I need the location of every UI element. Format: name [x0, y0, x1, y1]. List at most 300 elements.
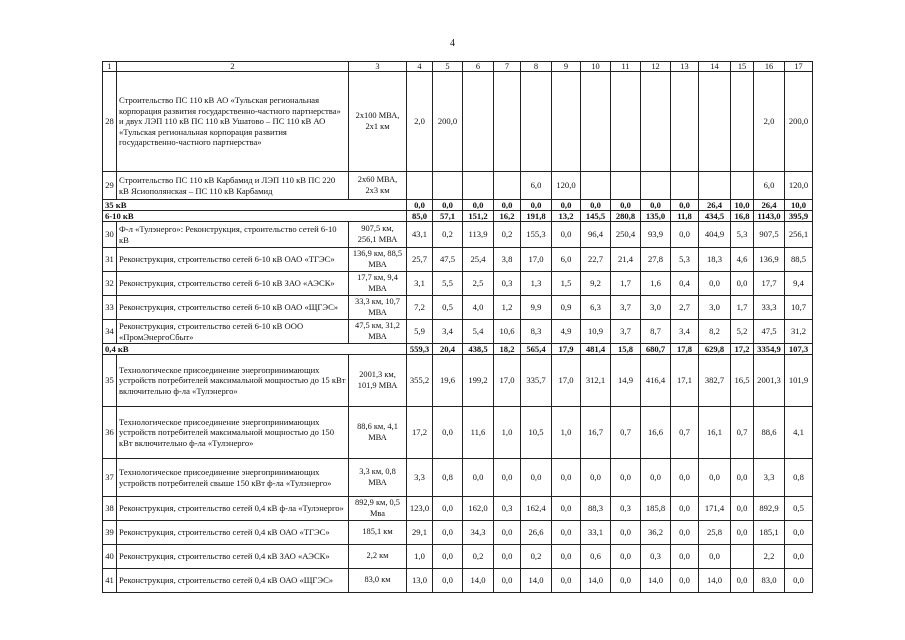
value-cell [731, 172, 754, 200]
voltage-section-row [103, 200, 813, 211]
value-cell: 0,2 [433, 222, 463, 248]
value-cell: 3,4 [433, 320, 463, 344]
value-cell: 11,8 [671, 211, 699, 222]
value-cell: 0,0 [785, 521, 813, 545]
value-cell: 185,8 [641, 497, 671, 521]
value-cell: 0,0 [611, 545, 641, 569]
value-cell: 0,0 [699, 545, 731, 569]
column-number-header: 4 [407, 62, 433, 72]
value-cell: 6,3 [581, 296, 611, 320]
project-name: Строительство ПС 110 кВ АО «Тульская региональная корпорация развития государственно-частного партнерства» и двух ЛЭП 110 кВ ПС 110 кВ Ушатово – ПС 110 кВ АО «Тульская региональная корпорация развития государственно-частного партнерства» [117, 72, 349, 172]
column-number-header: 8 [521, 62, 552, 72]
capacity-cell: 2x60 МВА, 2x3 км [349, 172, 407, 200]
value-cell: 22,7 [581, 248, 611, 272]
section-title: 0,4 кВ [103, 344, 407, 355]
value-cell: 0,7 [731, 407, 754, 459]
value-cell: 0,0 [641, 200, 671, 211]
value-cell: 6,0 [552, 248, 581, 272]
value-cell: 680,7 [641, 344, 671, 355]
value-cell: 0,0 [731, 459, 754, 497]
value-cell: 0,0 [552, 569, 581, 593]
column-number-header: 9 [552, 62, 581, 72]
value-cell: 18,3 [699, 248, 731, 272]
value-cell [463, 72, 494, 172]
row-number: 31 [103, 248, 117, 272]
value-cell: 0,0 [552, 459, 581, 497]
value-cell: 10,5 [521, 407, 552, 459]
table-row [103, 172, 813, 200]
investment-table [102, 61, 813, 593]
value-cell: 4,6 [731, 248, 754, 272]
value-cell: 136,9 [754, 248, 785, 272]
value-cell: 113,9 [463, 222, 494, 248]
value-cell: 0,6 [581, 545, 611, 569]
row-number: 28 [103, 72, 117, 172]
value-cell: 13,2 [552, 211, 581, 222]
value-cell: 3,3 [754, 459, 785, 497]
value-cell: 83,0 [754, 569, 785, 593]
project-name: Реконструкция, строительство сетей 0,4 кВ ОАО «ЩГЭС» [117, 569, 349, 593]
value-cell: 14,0 [521, 569, 552, 593]
value-cell: 2,2 [754, 545, 785, 569]
row-number: 32 [103, 272, 117, 296]
value-cell: 0,0 [699, 459, 731, 497]
value-cell: 155,3 [521, 222, 552, 248]
project-name: Технологическое присоединение энергопринимающих устройств потребителей свыше 150 кВт ф-ла «Тулэнерго» [117, 459, 349, 497]
value-cell: 0,4 [671, 272, 699, 296]
value-cell: 0,0 [494, 200, 521, 211]
value-cell: 0,0 [433, 200, 463, 211]
value-cell: 0,0 [463, 459, 494, 497]
value-cell [433, 172, 463, 200]
value-cell: 199,2 [463, 355, 494, 407]
capacity-cell: 17,7 км, 9,4 МВА [349, 272, 407, 296]
value-cell: 162,4 [521, 497, 552, 521]
value-cell: 85,0 [407, 211, 433, 222]
column-number-header: 3 [349, 62, 407, 72]
section-title: 35 кВ [103, 200, 407, 211]
table-row [103, 222, 813, 248]
value-cell: 0,0 [611, 459, 641, 497]
value-cell: 3,1 [407, 272, 433, 296]
value-cell: 17,8 [671, 344, 699, 355]
value-cell: 17,2 [407, 407, 433, 459]
value-cell: 0,8 [433, 459, 463, 497]
value-cell: 5,3 [671, 248, 699, 272]
value-cell: 0,2 [463, 545, 494, 569]
column-number-header: 7 [494, 62, 521, 72]
value-cell: 19,6 [433, 355, 463, 407]
value-cell: 7,2 [407, 296, 433, 320]
capacity-cell: 2,2 км [349, 545, 407, 569]
value-cell: 88,3 [581, 497, 611, 521]
capacity-cell: 47,5 км, 31,2 МВА [349, 320, 407, 344]
value-cell: 0,0 [494, 459, 521, 497]
value-cell: 162,0 [463, 497, 494, 521]
value-cell: 43,1 [407, 222, 433, 248]
value-cell: 20,4 [433, 344, 463, 355]
value-cell: 0,0 [671, 200, 699, 211]
value-cell: 10,0 [731, 200, 754, 211]
capacity-cell: 2x100 МВА, 2x1 км [349, 72, 407, 172]
section-title: 6-10 кВ [103, 211, 407, 222]
row-number: 39 [103, 521, 117, 545]
table-row [103, 497, 813, 521]
value-cell: 33,3 [754, 296, 785, 320]
voltage-section-row [103, 344, 813, 355]
value-cell: 151,2 [463, 211, 494, 222]
value-cell: 1,0 [407, 545, 433, 569]
value-cell: 88,6 [754, 407, 785, 459]
project-name: Реконструкция, строительство сетей 6-10 кВ ОАО «ЩГЭС» [117, 296, 349, 320]
value-cell: 0,0 [552, 521, 581, 545]
value-cell: 0,0 [671, 569, 699, 593]
value-cell: 10,9 [581, 320, 611, 344]
value-cell [581, 172, 611, 200]
value-cell [611, 72, 641, 172]
value-cell: 0,0 [731, 521, 754, 545]
value-cell: 0,2 [494, 222, 521, 248]
value-cell: 404,9 [699, 222, 731, 248]
column-number-header: 12 [641, 62, 671, 72]
value-cell: 2001,3 [754, 355, 785, 407]
value-cell: 96,4 [581, 222, 611, 248]
value-cell: 250,4 [611, 222, 641, 248]
value-cell: 335,7 [521, 355, 552, 407]
column-number-header: 15 [731, 62, 754, 72]
value-cell: 481,4 [581, 344, 611, 355]
project-name: Ф-л «Тулэнерго»: Реконструкция, строительство сетей 6-10 кВ [117, 222, 349, 248]
project-name: Реконструкция, строительство сетей 6-10 кВ ЗАО «АЭСК» [117, 272, 349, 296]
value-cell: 438,5 [463, 344, 494, 355]
value-cell: 0,0 [552, 200, 581, 211]
value-cell: 1143,0 [754, 211, 785, 222]
value-cell [552, 72, 581, 172]
voltage-section-row [103, 211, 813, 222]
value-cell: 434,5 [699, 211, 731, 222]
value-cell: 120,0 [785, 172, 813, 200]
value-cell: 256,1 [785, 222, 813, 248]
column-number-header: 10 [581, 62, 611, 72]
row-number: 37 [103, 459, 117, 497]
value-cell: 0,0 [671, 497, 699, 521]
value-cell: 0,0 [671, 459, 699, 497]
value-cell [611, 172, 641, 200]
value-cell: 0,0 [641, 459, 671, 497]
value-cell: 25,7 [407, 248, 433, 272]
value-cell: 27,8 [641, 248, 671, 272]
value-cell [641, 72, 671, 172]
value-cell: 0,0 [433, 545, 463, 569]
value-cell: 8,7 [641, 320, 671, 344]
value-cell: 31,2 [785, 320, 813, 344]
value-cell: 3,7 [611, 296, 641, 320]
value-cell: 10,6 [494, 320, 521, 344]
value-cell: 171,4 [699, 497, 731, 521]
table-row [103, 320, 813, 344]
value-cell: 16,5 [731, 355, 754, 407]
value-cell: 1,0 [552, 407, 581, 459]
table-row [103, 355, 813, 407]
row-number: 38 [103, 497, 117, 521]
value-cell: 0,0 [731, 272, 754, 296]
column-number-header: 5 [433, 62, 463, 72]
capacity-cell: 892,9 км, 0,5 Мва [349, 497, 407, 521]
value-cell: 0,7 [611, 407, 641, 459]
value-cell: 1,3 [521, 272, 552, 296]
value-cell [494, 72, 521, 172]
value-cell: 0,0 [521, 200, 552, 211]
capacity-cell: 907,5 км, 256,1 МВА [349, 222, 407, 248]
value-cell: 3354,9 [754, 344, 785, 355]
value-cell: 3,3 [407, 459, 433, 497]
row-number: 41 [103, 569, 117, 593]
value-cell: 6,0 [521, 172, 552, 200]
value-cell: 3,4 [671, 320, 699, 344]
project-name: Технологическое присоединение энергопринимающих устройств потребителей максимальной мощностью до 15 кВт включительно ф-ла «Тулэнерго» [117, 355, 349, 407]
value-cell: 355,2 [407, 355, 433, 407]
value-cell [407, 172, 433, 200]
value-cell: 2,7 [671, 296, 699, 320]
value-cell: 5,5 [433, 272, 463, 296]
value-cell: 0,0 [671, 521, 699, 545]
capacity-cell: 33,3 км, 10,7 МВА [349, 296, 407, 320]
page-number: 4 [450, 38, 455, 49]
row-number: 29 [103, 172, 117, 200]
value-cell: 21,4 [611, 248, 641, 272]
row-number: 36 [103, 407, 117, 459]
value-cell: 0,0 [552, 222, 581, 248]
value-cell: 101,9 [785, 355, 813, 407]
value-cell: 4,1 [785, 407, 813, 459]
value-cell: 36,2 [641, 521, 671, 545]
value-cell: 3,7 [611, 320, 641, 344]
value-cell: 0,3 [494, 272, 521, 296]
value-cell: 0,0 [581, 200, 611, 211]
project-name: Технологическое присоединение энергопринимающих устройств потребителей максимальной мощностью до 150 кВт включительно ф-ла «Тулэнерго» [117, 407, 349, 459]
project-name: Строительство ПС 110 кВ Карбамид и ЛЭП 110 кВ ПС 220 кВ Ясиополянская – ПС 110 кВ Карбамид [117, 172, 349, 200]
value-cell: 29,1 [407, 521, 433, 545]
value-cell: 4,0 [463, 296, 494, 320]
value-cell: 11,6 [463, 407, 494, 459]
capacity-cell: 2001,3 км, 101,9 МВА [349, 355, 407, 407]
value-cell: 0,0 [494, 521, 521, 545]
value-cell: 5,2 [731, 320, 754, 344]
value-cell: 14,9 [611, 355, 641, 407]
value-cell: 17,9 [552, 344, 581, 355]
value-cell: 88,5 [785, 248, 813, 272]
value-cell: 47,5 [754, 320, 785, 344]
table-row [103, 545, 813, 569]
value-cell [463, 172, 494, 200]
value-cell: 9,9 [521, 296, 552, 320]
value-cell: 3,8 [494, 248, 521, 272]
value-cell: 17,2 [731, 344, 754, 355]
value-cell: 0,3 [611, 497, 641, 521]
value-cell [671, 72, 699, 172]
capacity-cell: 136,9 км, 88,5 МВА [349, 248, 407, 272]
value-cell [494, 172, 521, 200]
value-cell: 17,7 [754, 272, 785, 296]
column-number-header: 2 [117, 62, 349, 72]
value-cell: 107,3 [785, 344, 813, 355]
value-cell: 0,0 [463, 200, 494, 211]
value-cell: 4,9 [552, 320, 581, 344]
project-name: Реконструкция, строительство сетей 6-10 кВ ООО «ПромЭнергоСбыт» [117, 320, 349, 344]
value-cell: 185,1 [754, 521, 785, 545]
value-cell: 0,3 [641, 545, 671, 569]
value-cell: 0,0 [552, 545, 581, 569]
value-cell: 200,0 [433, 72, 463, 172]
value-cell: 10,7 [785, 296, 813, 320]
value-cell: 0,0 [433, 569, 463, 593]
value-cell: 312,1 [581, 355, 611, 407]
row-number: 30 [103, 222, 117, 248]
value-cell: 17,0 [494, 355, 521, 407]
value-cell: 145,5 [581, 211, 611, 222]
value-cell: 57,1 [433, 211, 463, 222]
value-cell: 1,6 [641, 272, 671, 296]
header-row [103, 62, 813, 72]
value-cell: 9,2 [581, 272, 611, 296]
value-cell: 0,0 [731, 569, 754, 593]
value-cell [581, 72, 611, 172]
value-cell: 93,9 [641, 222, 671, 248]
project-name: Реконструкция, строительство сетей 6-10 кВ ОАО «ТГЭС» [117, 248, 349, 272]
value-cell: 16,2 [494, 211, 521, 222]
value-cell: 0,8 [785, 459, 813, 497]
value-cell: 17,0 [521, 248, 552, 272]
capacity-cell: 185,1 км [349, 521, 407, 545]
value-cell: 0,0 [699, 272, 731, 296]
value-cell: 395,9 [785, 211, 813, 222]
value-cell: 1,2 [494, 296, 521, 320]
value-cell: 892,9 [754, 497, 785, 521]
value-cell: 47,5 [433, 248, 463, 272]
project-name: Реконструкция, строительство сетей 0,4 кВ ф-ла «Тулэнерго» [117, 497, 349, 521]
row-number: 35 [103, 355, 117, 407]
value-cell: 0,0 [521, 459, 552, 497]
value-cell: 17,0 [552, 355, 581, 407]
capacity-cell: 3,3 км, 0,8 МВА [349, 459, 407, 497]
value-cell: 17,1 [671, 355, 699, 407]
value-cell: 1,5 [552, 272, 581, 296]
table-row [103, 521, 813, 545]
value-cell: 0,5 [785, 497, 813, 521]
value-cell: 0,0 [785, 545, 813, 569]
value-cell: 26,4 [754, 200, 785, 211]
capacity-cell: 83,0 км [349, 569, 407, 593]
value-cell: 18,2 [494, 344, 521, 355]
row-number: 33 [103, 296, 117, 320]
table-row [103, 72, 813, 172]
value-cell: 25,8 [699, 521, 731, 545]
value-cell: 0,0 [433, 497, 463, 521]
capacity-cell: 88,6 км, 4,1 МВА [349, 407, 407, 459]
value-cell: 14,0 [641, 569, 671, 593]
value-cell: 0,0 [611, 200, 641, 211]
table-row [103, 272, 813, 296]
value-cell: 13,0 [407, 569, 433, 593]
value-cell: 191,8 [521, 211, 552, 222]
value-cell: 416,4 [641, 355, 671, 407]
column-number-header: 16 [754, 62, 785, 72]
value-cell: 0,3 [494, 497, 521, 521]
value-cell: 382,7 [699, 355, 731, 407]
value-cell: 0,5 [433, 296, 463, 320]
table-row [103, 459, 813, 497]
value-cell: 0,0 [731, 497, 754, 521]
value-cell: 26,4 [699, 200, 731, 211]
value-cell: 0,0 [407, 200, 433, 211]
value-cell: 8,3 [521, 320, 552, 344]
value-cell: 0,0 [552, 497, 581, 521]
value-cell: 0,0 [494, 569, 521, 593]
value-cell: 8,2 [699, 320, 731, 344]
value-cell: 16,8 [731, 211, 754, 222]
value-cell: 14,0 [581, 569, 611, 593]
value-cell: 0,0 [433, 407, 463, 459]
value-cell: 0,0 [611, 569, 641, 593]
value-cell: 280,8 [611, 211, 641, 222]
value-cell: 0,7 [671, 407, 699, 459]
value-cell: 559,3 [407, 344, 433, 355]
value-cell: 200,0 [785, 72, 813, 172]
column-number-header: 6 [463, 62, 494, 72]
value-cell: 0,0 [785, 569, 813, 593]
value-cell: 16,7 [581, 407, 611, 459]
value-cell: 0,0 [494, 545, 521, 569]
value-cell [521, 72, 552, 172]
value-cell: 1,7 [611, 272, 641, 296]
value-cell: 0,0 [671, 222, 699, 248]
project-name: Реконструкция, строительство сетей 0,4 кВ ОАО «ТГЭС» [117, 521, 349, 545]
value-cell: 25,4 [463, 248, 494, 272]
value-cell: 14,0 [699, 569, 731, 593]
value-cell: 629,8 [699, 344, 731, 355]
project-name: Реконструкция, строительство сетей 0,4 кВ ЗАО «АЭСК» [117, 545, 349, 569]
value-cell: 5,4 [463, 320, 494, 344]
value-cell: 0,9 [552, 296, 581, 320]
value-cell: 0,2 [521, 545, 552, 569]
value-cell: 3,0 [641, 296, 671, 320]
value-cell: 2,0 [754, 72, 785, 172]
column-number-header: 1 [103, 62, 117, 72]
value-cell [699, 72, 731, 172]
value-cell: 0,0 [433, 521, 463, 545]
value-cell: 0,0 [611, 521, 641, 545]
value-cell: 5,3 [731, 222, 754, 248]
value-cell: 14,0 [463, 569, 494, 593]
value-cell: 16,1 [699, 407, 731, 459]
value-cell: 1,7 [731, 296, 754, 320]
value-cell [699, 172, 731, 200]
value-cell: 1,0 [494, 407, 521, 459]
value-cell: 2,0 [407, 72, 433, 172]
value-cell [671, 172, 699, 200]
row-number: 40 [103, 545, 117, 569]
table-row [103, 296, 813, 320]
column-number-header: 11 [611, 62, 641, 72]
table-row [103, 248, 813, 272]
column-number-header: 14 [699, 62, 731, 72]
table-row [103, 569, 813, 593]
value-cell: 0,0 [581, 459, 611, 497]
value-cell: 10,0 [785, 200, 813, 211]
value-cell: 5,9 [407, 320, 433, 344]
value-cell: 33,1 [581, 521, 611, 545]
table-row [103, 407, 813, 459]
